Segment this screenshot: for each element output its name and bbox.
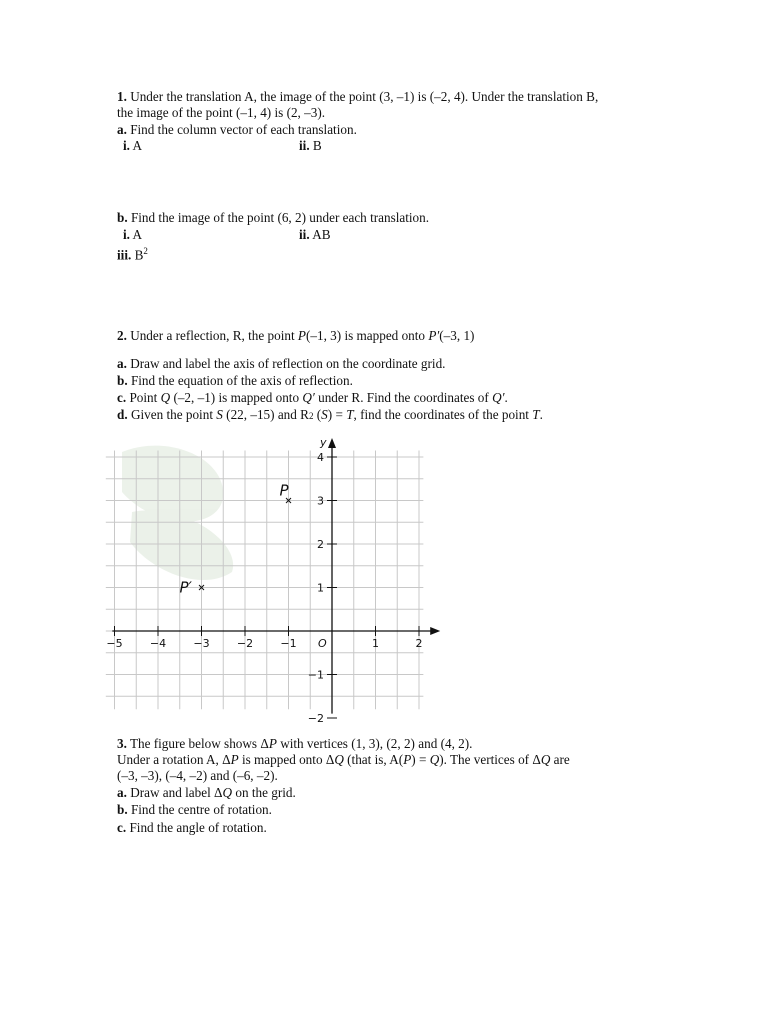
q2-part-d: d. Given the point S (22, –15) and R2 (S) = T, find the coordinates of the point T.: [117, 407, 543, 422]
y-tick-label: 3: [317, 494, 324, 508]
q1-b-iii: iii. $B^2$: [117, 246, 148, 263]
coordinate-grid: [106, 432, 442, 725]
q3-line2: Under a rotation A, ΔP is mapped onto ΔQ (that is, A(P) = Q). The vertices of ΔQ are: [117, 752, 570, 767]
x-tick-label: −5: [106, 637, 123, 650]
q1-a-i: i. A: [123, 138, 143, 153]
watermark-leaf: [122, 446, 233, 580]
y-tick-label: 4: [317, 451, 324, 464]
x-tick-label: −2: [236, 637, 254, 650]
y-tick-label: −1: [307, 668, 324, 682]
q2-intro: 2. Under a reflection, R, the point P(–1, 3) is mapped onto P′(–3, 1): [117, 328, 475, 343]
point-label: P: [279, 481, 289, 500]
q2-part-a: a. Draw and label the axis of reflection on the coordinate grid.: [117, 356, 446, 371]
origin-label: O: [318, 637, 327, 650]
q1-a-ii: ii. B: [299, 138, 322, 153]
y-axis-label: y: [320, 435, 327, 449]
y-tick-label: 1: [317, 581, 324, 595]
q1-part-a: a. Find the column vector of each translation.: [117, 122, 357, 137]
y-tick-label: −2: [307, 712, 324, 725]
q1-line1: 1. Under the translation A, the image of the point (3, –1) is (–2, 4). Under the translation B,: [117, 89, 599, 104]
q3-part-b: b. Find the centre of rotation.: [117, 802, 272, 817]
q1-part-b: b. Find the image of the point (6, 2) under each translation.: [117, 210, 430, 225]
x-tick-label: 1: [372, 637, 379, 650]
q1-b-i: i. A: [123, 227, 143, 242]
q3-line1: 3. The figure below shows ΔP with vertices (1, 3), (2, 2) and (4, 2).: [117, 736, 473, 751]
q1-b-ii: ii. AB: [299, 227, 331, 242]
q3-part-c: c. Find the angle of rotation.: [117, 820, 267, 835]
q2-part-b: b. Find the equation of the axis of reflection.: [117, 373, 353, 388]
x-tick-label: −1: [280, 637, 297, 650]
x-tick-label: 2: [415, 637, 423, 650]
q1-line2: the image of the point (–1, 4) is (2, –3).: [117, 105, 326, 120]
y-tick-label: 2: [317, 538, 324, 551]
x-tick-label: −3: [193, 637, 210, 650]
x-axis-arrow: [430, 627, 440, 635]
q2-part-c: c. Point Q (–2, –1) is mapped onto Q′ under R. Find the coordinates of Q′.: [117, 390, 508, 405]
q3-line3: (–3, –3), (–4, –2) and (–6, –2).: [117, 768, 278, 783]
point-label: P′: [179, 578, 192, 597]
x-tick-label: −4: [149, 637, 167, 650]
q3-part-a: a. Draw and label ΔQ on the grid.: [117, 785, 296, 800]
y-axis-arrow: [328, 438, 336, 448]
